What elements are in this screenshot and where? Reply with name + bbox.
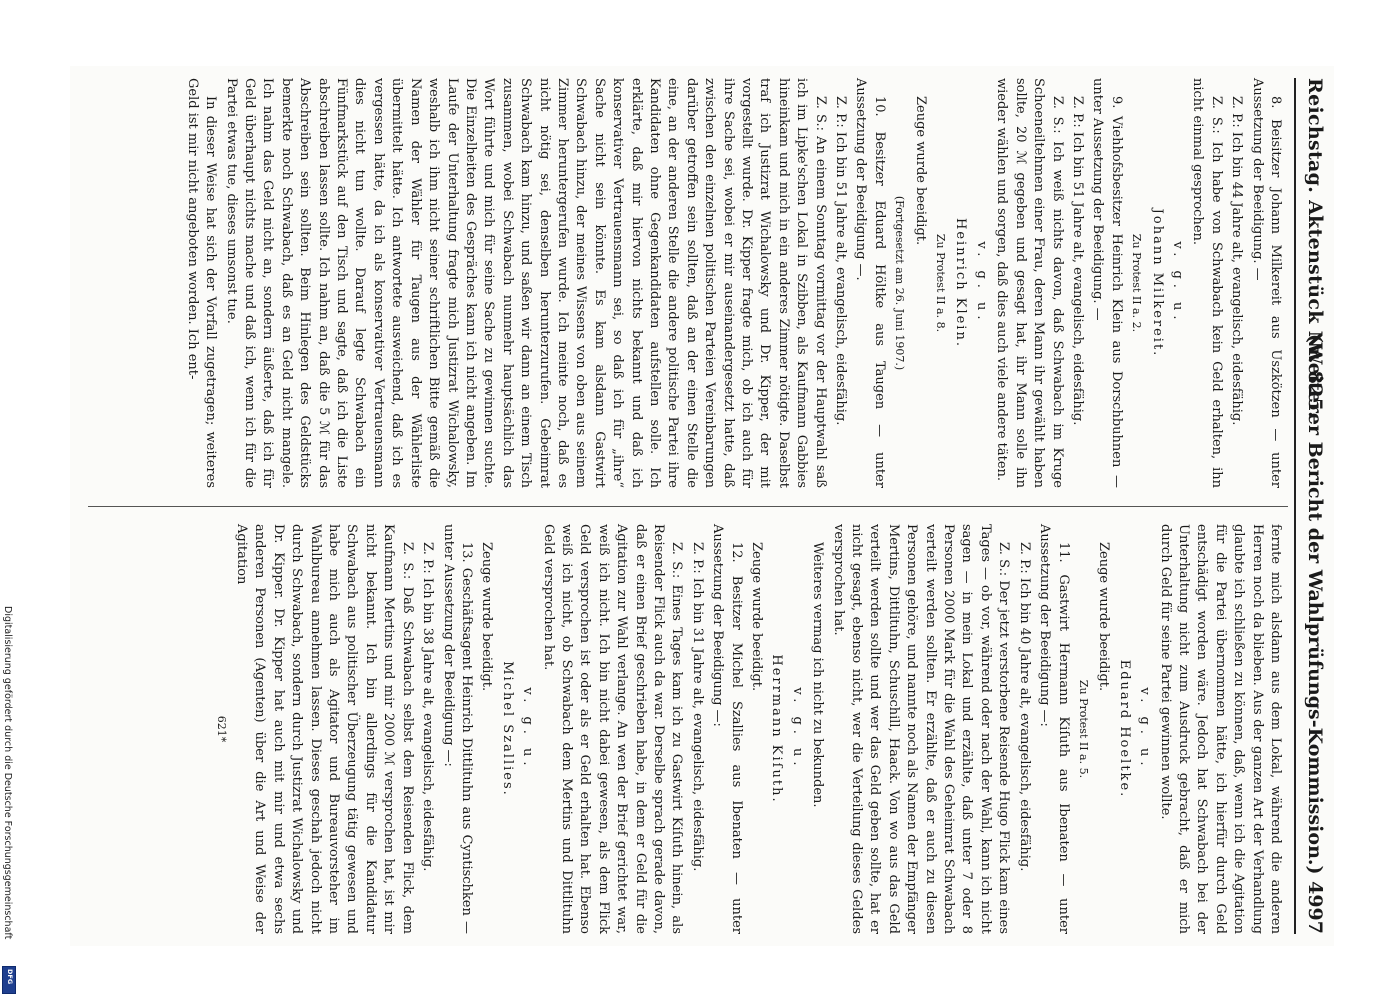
witness-9-personal: Z. P.: Ich bin 51 Jahre alt, evangelisch, eidesfähig.	[1069, 96, 1085, 426]
header-section-and-page: (Weiterer Bericht der Wahlprüfungs-Kommission.) 4997	[1304, 333, 1326, 934]
witness-8-statement: Z. S.: Ich habe von Schwabach kein Geld erhalten, ihn nicht einmal gesprochen.	[1190, 78, 1224, 488]
digitization-credit-text: Digitalisierung gefördert durch die Deutsche Forschungsgemeinschaft	[2, 606, 13, 940]
witness-10-statement-cont: In dieser Weise hat sich der Vorfall zugetragen; weiteres Geld ist mir nicht angeboten worden. Ich ent-	[184, 78, 219, 488]
witness-8-signature: Johann Milkereit.	[1149, 208, 1165, 358]
witness-12-heading: 12. Besitzer Michel Szallies aus Ibenaten — unter Aussetzung der Beeidigung —:	[710, 524, 744, 934]
witness-10-heading: 10. Besitzer Eduard Höltke aus Taugen — unter Aussetzung der Beeidigung —.	[853, 78, 887, 488]
witness-10-oath: Zeuge wurde beeidigt.	[1096, 542, 1112, 692]
witness-12-oath: Zeuge wurde beeidigt.	[479, 542, 495, 692]
left-column	[180, 78, 1284, 488]
witness-8-heading: 8. Beisitzer Johann Milkereit aus Uszkötzen — unter Aussetzung der Beeidigung. —	[1249, 78, 1283, 488]
rotated-document	[70, 66, 1334, 946]
page-footer-signature-mark: 621*	[214, 715, 228, 743]
right-column	[209, 524, 1284, 934]
witness-11-oath: Zeuge wurde beeidigt.	[749, 542, 765, 692]
witness-11-statement: Z. S.: Der jetzt verstorbene Reisende Hugo Flick kam eines Tages — ob vor, während oder nach der Wahl, kann ich nicht sagen — in mein Lokal und erzählte, daß unter 7 oder 8 Personen 2000 Mark für die Wahl des Geheimrat Schwabach verteilt werden sollten. Er erzählte, daß er auch zu diesen Personen gehöre, und nannte noch als Namen der Empfänger Mertins, Dittlituhn, Schuschill, Haack. Von wo aus das Geld verteilt werden sollte und wer das Geld geben sollte, hat er nicht gesagt, ebenso nicht, wer die Verteilung dieses Geldes versprochen hat.	[830, 524, 1012, 934]
witness-13-statement: Z. S.: Daß Schwabach selbst dem Reisenden Flick, dem Kaufmann Mertins und mir 2000 ℳ versprochen hat, ist mir nicht bekannt. Ich bin allerdings für die Kandidatur Schwabach aus politischer Überzeugung tätig gewesen und habe mich auch als Agitator und Bureauvorsteher im Wahlbureau annehmen lassen. Dieses geschah jedoch nicht durch Schwabach, sondern durch Justizrat Wichalowsky und Dr. Kipper. Dr. Kipper hat auch mit mir und etwa sechs anderen Personen (Agenten) über die Art und Weise der Agitation	[234, 524, 415, 934]
page-header	[1294, 78, 1334, 934]
witness-11-heading: 11. Gastwirt Hermann Kiſuth aus Ibenaten — unter Aussetzung der Beeidigung —:	[1037, 524, 1071, 934]
witness-12-statement: Z. S.: Eines Tages kam ich zu Gastwirt Kiſuth hinein, als Reisender Flick auch da war. Derselbe sprach gerade davon, daß er einen Brief geschrieben habe, in dem er Geld für die Agitation zur Wahl verlange. An wen der Brief gerichtet war, weiß ich nicht. Ich bin nicht dabei gewesen, als dem Flick Geld versprochen ist oder als er Geld erhalten hat. Ebenso weiß ich nicht, ob Schwabach dem Mertins und Dittlituhn Geld versprochen hat.	[540, 524, 685, 934]
witness-9-vgu: v. g. u.	[973, 241, 989, 325]
witness-10-vgu: v. g. u.	[1137, 687, 1153, 771]
protest-ref-3: Zu Protest II a. 5.	[1076, 679, 1090, 779]
column-divider	[88, 506, 1288, 507]
witness-9-signature: Heinrich Klein.	[953, 218, 969, 348]
dfg-logo	[2, 966, 16, 994]
witness-12-personal: Z. P.: Ich bin 31 Jahre alt, evangelisch, eidesfähig.	[689, 542, 705, 872]
protest-ref-1: Zu Protest II a. 2.	[1130, 233, 1144, 333]
witness-12-vgu: v. g. u.	[520, 687, 536, 771]
witness-9-statement: Z. S.: Ich weiß nichts davon, daß Schwabach im Kruge Schoeneiltehmen einer Frau, deren Mann ihr gewählt haben sollte, 20 ℳ gegeben und gesagt hat, ihr Mann solle ihn wieder wählen und sorgen, daß dies auch viele andere täten.	[994, 78, 1065, 488]
digitization-credit	[0, 606, 20, 996]
witness-8-vgu: v. g. u.	[1169, 241, 1185, 325]
witness-10-personal: Z. P.: Ich bin 51 Jahre alt, evangelisch, eidesfähig.	[833, 96, 849, 426]
witness-11-personal: Z. P.: Ich bin 40 Jahre alt, evangelisch, eidesfähig.	[1016, 542, 1032, 872]
witness-13-heading: 13. Geschäftsagent Heinrich Dittlituhn aus Cyntischken — unter Aussetzung der Beeidigung —:	[440, 524, 474, 934]
witness-9-heading: 9. Viehhofsbesitzer Heinrich Klein aus Dorschbuhnen — unter Aussetzung der Beeidigung. —	[1090, 78, 1124, 488]
scanned-page	[70, 66, 1334, 946]
witness-10-statement-end: fernte mich alsdann aus dem Lokal, während die anderen Herren noch da blieben. Aus der ganzen Art der Verhandlung glaubte ich schließen zu können, daß, wenn ich die Agitation für die Partei übernommen hätte, ich hierfür durch Geld entschädigt worden wäre. Jedoch hat Schwabach bei der Unterhaltung nicht zum Ausdruck gebracht, daß er mich durch Geld für seine Partei gewinnen wollte.	[1157, 524, 1283, 934]
witness-10-statement: Z. S.: An einem Sonntag vormittag vor der Hauptwahl saß ich im Lipke'schen Lokal in Szibben, als Kaufmann Gabbies hineinkam und mich in ein anderes Zimmer nötigte. Daselbst traf ich Justizrat Wichalowsky und Dr. Kipper, der mit vorgestellt wurde. Dr. Kipper fragte mich, ob ich auch für ihre Sache sei, wobei er mir auseinandergesetzt hatte, daß zwischen den einzelnen politischen Parteien Vereinbarungen darüber getroffen sein sollten, daß an der einen Stelle die eine, an der anderen Stelle die andere politische Partei ihre Kandidaten ohne Gegenkandidaten aufstellen solle. Ich erklärte, daß mir hiervon nichts bekannt und daß ich konservativer Vertrauensmann sei, so daß ich für „ihre“ Sache nicht sein könnte. Es kam alsdann Gastwirt Schwabach hinzu, der meines Wissens von oben aus seinem Zimmer heruntergerufen wurde. Ich meinte noch, daß es nicht nötig sei, denselben herunterzurufen. Gebeimrat Schwabach kam hinzu, und saßen wir dann an einem Tisch zusammen, wobei Schwabach nunmehr hauptsächlich das Wort führte und mich für seine Sache zu gewinnen suchte. Die Einzelheiten des Gespräches kann ich nicht angeben. Im Laufe der Unterhaltung fragte mich Justizrat Wichalowsky, weshalb ich ihm nicht seiner schriftlichen Bitte gemäß die Namen der Wähler für Taugen aus der Wählerliste übermittelt hätte. Ich antwortete ausweichend, daß ich es vergessen hätte, da ich als konservativer Vertrauensmann dies nicht tun wollte. Darauf legte Schwabach ein Fünfmarkstück auf den Tisch und sagte, daß ich die Liste abschreiben lassen sollte. Ich nahm an, daß die 5 ℳ für das Abschreiben sein sollten. Beim Hinlegen des Geldstücks bemerkte noch Schwabach, daß es an Geld nicht mangele. Ich nahm das Geld nicht an, sondern äußerte, daß ich für Geld überhaupt nichts mache und daß ich, wenn ich für die Partei etwas tue, dieses umsonst tue.	[223, 78, 828, 488]
witness-8-personal: Z. P.: Ich bin 44 Jahre alt, evangelisch, eidesfähig.	[1229, 96, 1245, 426]
witness-11-closing: Weiteres vermag ich nicht zu bekunden.	[810, 542, 826, 808]
dfg-logo-text: DFG	[6, 969, 14, 985]
witness-9-oath: Zeuge wurde beeidigt.	[912, 96, 928, 246]
witness-11-signature: Herrmann Kiſuth.	[769, 654, 785, 804]
witness-13-personal: Z. P.: Ich bin 38 Jahre alt, evangelisch, eidesfähig.	[420, 542, 436, 872]
witness-11-vgu: v. g. u.	[789, 687, 805, 771]
header-title: Reichstag. Aktenstück Nr. 825.	[1304, 78, 1326, 419]
witness-10-signature: Eduard Hoeltke.	[1116, 659, 1132, 799]
protest-ref-2: Zu Protest II a. 8.	[934, 233, 948, 333]
session-continued-note: (Fortgesetzt am 26. Juni 1907.)	[893, 195, 907, 371]
witness-12-signature: Michel Szallies.	[499, 661, 515, 797]
